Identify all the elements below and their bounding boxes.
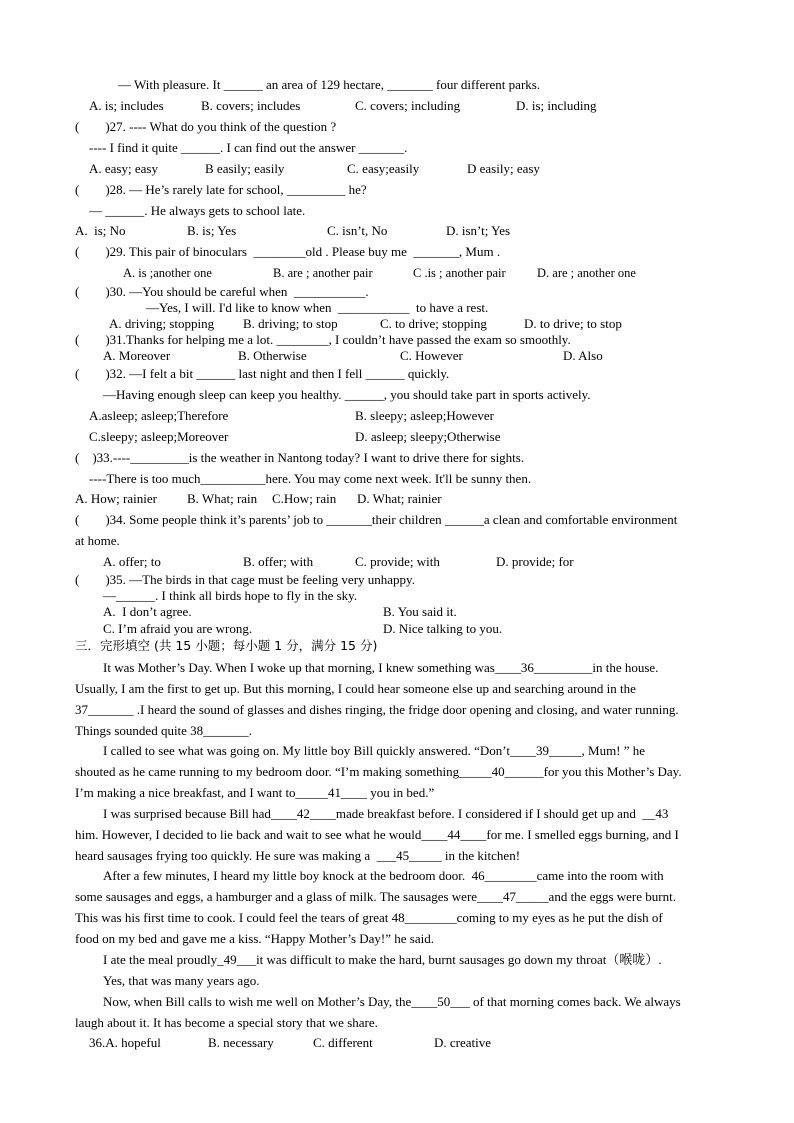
q36-option-a: 36.A. hopeful bbox=[89, 1035, 161, 1050]
q31-question: ( )31.Thanks for helping me a lot. ________, I couldn’t have passed the exam so smoothly. bbox=[75, 332, 571, 347]
q30-option-a: A. driving; stopping bbox=[109, 316, 215, 331]
q28-option-a: A. is; No bbox=[75, 223, 126, 238]
q26-line: — With pleasure. It ______ an area of 129 hectare, _______ four different parks. bbox=[118, 77, 541, 92]
q27-option-d: D easily; easy bbox=[467, 161, 540, 176]
passage-line-1: It was Mother’s Day. When I woke up that morning, I knew something was____36_________in the house. bbox=[103, 660, 659, 675]
passage-line-16: Yes, that was many years ago. bbox=[103, 973, 260, 988]
q26-option-c: C. covers; including bbox=[355, 98, 461, 113]
q33-option-c: C.How; rain bbox=[272, 491, 337, 506]
q27-option-a: A. easy; easy bbox=[89, 161, 158, 176]
q29-question: ( )29. This pair of binoculars ________old . Please buy me _______, Mum . bbox=[75, 244, 501, 259]
passage-line-11: After a few minutes, I heard my little boy knock at the bedroom door. 46________came into the room with bbox=[103, 868, 664, 883]
q27-option-b: B easily; easily bbox=[205, 161, 285, 176]
q31-option-d: D. Also bbox=[563, 348, 603, 363]
q32-line: —Having enough sleep can keep you healthy. ______, you should take part in sports actively. bbox=[103, 387, 591, 402]
q26-option-a: A. is; includes bbox=[89, 98, 164, 113]
q27-question: ( )27. ---- What do you think of the question ? bbox=[75, 119, 337, 134]
q34-option-a: A. offer; to bbox=[103, 554, 161, 569]
q34-option-b: B. offer; with bbox=[243, 554, 314, 569]
q28-option-b: B. is; Yes bbox=[187, 223, 237, 238]
q26-option-b: B. covers; includes bbox=[201, 98, 301, 113]
section-heading: 三．完形填空 (共 15 小题；每小题 1 分，满分 15 分) bbox=[75, 638, 378, 653]
q35-option-c: C. I’m afraid you are wrong. bbox=[103, 621, 253, 636]
q29-option-d: D. are ; another one bbox=[537, 266, 636, 280]
q35-option-a: A. I don’t agree. bbox=[103, 604, 192, 619]
q26-option-d: D. is; including bbox=[516, 98, 597, 113]
passage-line-12: some sausages and eggs, a hamburger and a glass of milk. The sausages were____47_____and the eggs were burnt. bbox=[75, 889, 676, 904]
passage-line-13: This was his first time to cook. I could feel the tears of great 48________coming to my eyes as he put the dish of bbox=[75, 910, 663, 925]
q32-option-a: A.asleep; asleep;Therefore bbox=[89, 408, 229, 423]
q36-option-d: D. creative bbox=[434, 1035, 492, 1050]
q32-option-d: D. asleep; sleepy;Otherwise bbox=[355, 429, 501, 444]
q35-option-b: B. You said it. bbox=[383, 604, 457, 619]
q33-option-d: D. What; rainier bbox=[357, 491, 442, 506]
q30-question: ( )30. —You should be careful when ___________. bbox=[75, 284, 369, 299]
q29-option-b: B. are ; another pair bbox=[273, 266, 373, 280]
q32-option-b: B. sleepy; asleep;However bbox=[355, 408, 494, 423]
q28-option-d: D. isn’t; Yes bbox=[446, 223, 511, 238]
q30-option-c: C. to drive; stopping bbox=[380, 316, 487, 331]
passage-line-17: Now, when Bill calls to wish me well on Mother’s Day, the____50___ of that morning comes back. We always bbox=[103, 994, 681, 1009]
q29-option-a: A. is ;another one bbox=[123, 266, 212, 280]
passage-line-10: heard sausages frying too quickly. He sure was making a ___45_____ in the kitchen! bbox=[75, 848, 521, 863]
q35-option-d: D. Nice talking to you. bbox=[383, 621, 503, 636]
q28-question: ( )28. — He’s rarely late for school, _________ he? bbox=[75, 182, 367, 197]
q32-question: ( )32. —I felt a bit ______ last night and then I fell ______ quickly. bbox=[75, 366, 450, 381]
q27-option-c: C. easy;easily bbox=[347, 161, 420, 176]
q36-option-b: B. necessary bbox=[208, 1035, 274, 1050]
q33-line: ----There is too much__________here. You may come next week. It'll be sunny then. bbox=[89, 471, 532, 486]
q33-question: ( )33.----_________is the weather in Nantong today? I want to drive there for sights. bbox=[75, 450, 525, 465]
passage-line-4: Things sounded quite 38_______. bbox=[75, 723, 252, 738]
q35-question: ( )35. —The birds in that cage must be feeling very unhappy. bbox=[75, 572, 415, 587]
passage-line-15: I ate the meal proudly_49___it was difficult to make the hard, burnt sausages go down my throat（喉咙）. bbox=[103, 952, 662, 967]
passage-line-6: shouted as he came running to my bedroom door. “I’m making something_____40______for you this Mother’s Day. bbox=[75, 764, 682, 779]
q31-option-b: B. Otherwise bbox=[238, 348, 307, 363]
passage-line-14: food on my bed and gave me a kiss. “Happy Mother’s Day!” he said. bbox=[75, 931, 434, 946]
q32-option-c: C.sleepy; asleep;Moreover bbox=[89, 429, 229, 444]
q35-line: —______. I think all birds hope to fly in the sky. bbox=[103, 588, 358, 603]
q34-option-c: C. provide; with bbox=[355, 554, 440, 569]
q34-question: ( )34. Some people think it’s parents’ job to _______their children ______a clean and comfortable environment bbox=[75, 512, 678, 527]
q29-option-c: C .is ; another pair bbox=[413, 266, 506, 280]
q30-option-b: B. driving; to stop bbox=[243, 316, 338, 331]
q30-line: —Yes, I will. I'd like to know when ___________ to have a rest. bbox=[146, 300, 489, 315]
q31-option-a: A. Moreover bbox=[103, 348, 171, 363]
passage-line-9: him. However, I decided to lie back and wait to see what he would____44____for me. I smelled eggs burning, and I bbox=[75, 827, 679, 842]
q31-option-c: C. However bbox=[400, 348, 463, 363]
passage-line-8: I was surprised because Bill had____42____made breakfast before. I considered if I should get up and __43 bbox=[103, 806, 669, 821]
q28-line: — ______. He always gets to school late. bbox=[89, 203, 306, 218]
q33-option-b: B. What; rain bbox=[187, 491, 258, 506]
passage-line-2: Usually, I am the first to get up. But this morning, I could hear someone else up and searching around in the bbox=[75, 681, 636, 696]
q34-line: at home. bbox=[75, 533, 120, 548]
q30-option-d: D. to drive; to stop bbox=[524, 316, 622, 331]
passage-line-5: I called to see what was going on. My little boy Bill quickly answered. “Don’t____39_____, Mum! ” he bbox=[103, 743, 646, 758]
q36-option-c: C. different bbox=[313, 1035, 373, 1050]
passage-line-3: 37_______ .I heard the sound of glasses and dishes ringing, the fridge door opening and closing, and water running. bbox=[75, 702, 679, 717]
passage-line-7: I’m making a nice breakfast, and I want to_____41____ you in bed.” bbox=[75, 785, 435, 800]
q28-option-c: C. isn’t, No bbox=[327, 223, 388, 238]
q34-option-d: D. provide; for bbox=[496, 554, 574, 569]
q33-option-a: A. How; rainier bbox=[75, 491, 157, 506]
passage-line-18: laugh about it. It has become a special story that we share. bbox=[75, 1015, 378, 1030]
q27-line: ---- I find it quite ______. I can find out the answer _______. bbox=[89, 140, 408, 155]
